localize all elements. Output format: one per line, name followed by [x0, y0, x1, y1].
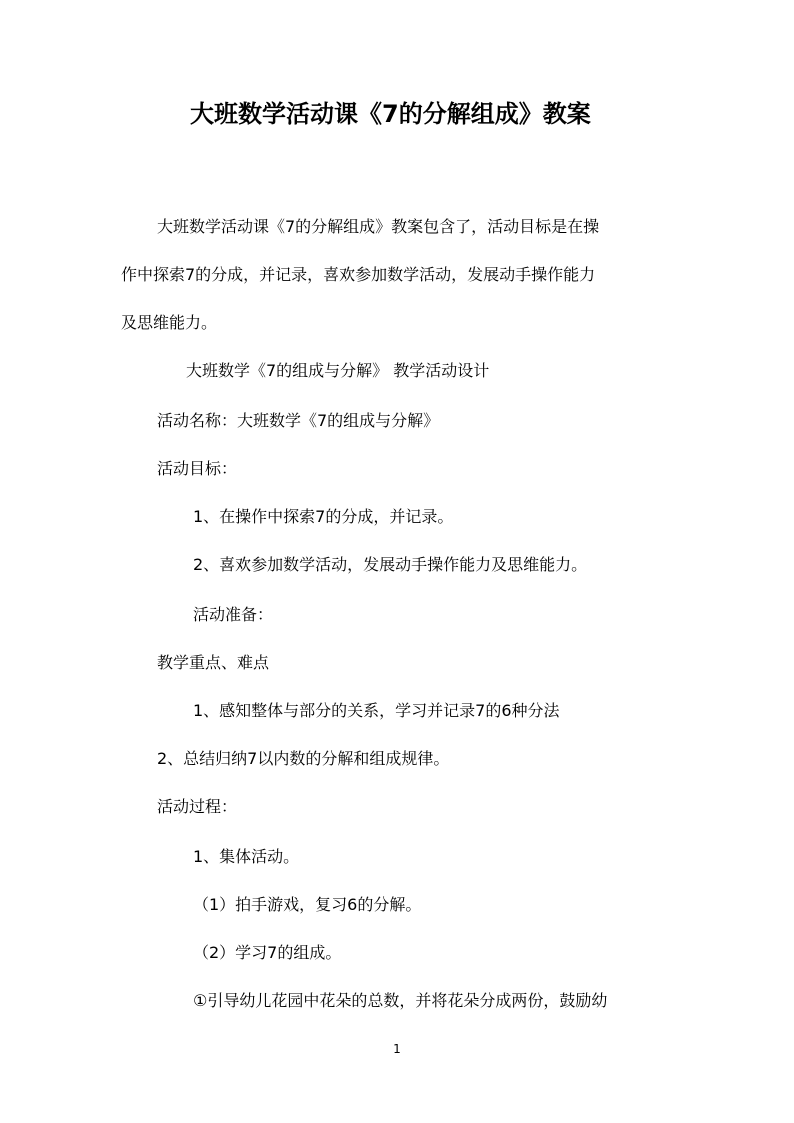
key-points-heading: 教学重点、难点 — [157, 653, 270, 672]
goal-item-2: 2、喜欢参加数学活动，发展动手操作能力及思维能力。 — [193, 555, 588, 574]
activity-name: 活动名称：大班数学《7的组成与分解》 — [157, 411, 440, 430]
process-step-1b-1: ①引导幼儿花园中花朵的总数，并将花朵分成两份，鼓励幼 — [193, 991, 608, 1010]
process-step-1: 1、集体活动。 — [193, 847, 300, 866]
goals-heading: 活动目标： — [157, 459, 238, 478]
process-heading: 活动过程： — [157, 797, 238, 816]
process-step-1a: （1）拍手游戏，复习6的分解。 — [193, 895, 422, 914]
intro-line-1: 大班数学活动课《7的分解组成》教案包含了，活动目标是在操 — [157, 217, 600, 236]
section-subtitle: 大班数学《7的组成与分解》 教学活动设计 — [186, 361, 490, 380]
document-title: 大班数学活动课《7的分解组成》教案 — [190, 100, 591, 128]
intro-line-2: 作中探索7的分成，并记录，喜欢参加数学活动，发展动手操作能力 — [121, 265, 596, 284]
key-point-item-1: 1、感知整体与部分的关系，学习并记录7的6种分法 — [193, 701, 560, 720]
intro-line-3: 及思维能力。 — [121, 313, 218, 332]
goal-item-1: 1、在操作中探索7的分成，并记录。 — [193, 507, 454, 526]
key-point-item-2: 2、总结归纳7以内数的分解和组成规律。 — [157, 749, 450, 768]
preparation-heading: 活动准备： — [193, 605, 274, 624]
page-number: 1 — [393, 1042, 401, 1056]
process-step-1b: （2）学习7的组成。 — [193, 943, 342, 962]
